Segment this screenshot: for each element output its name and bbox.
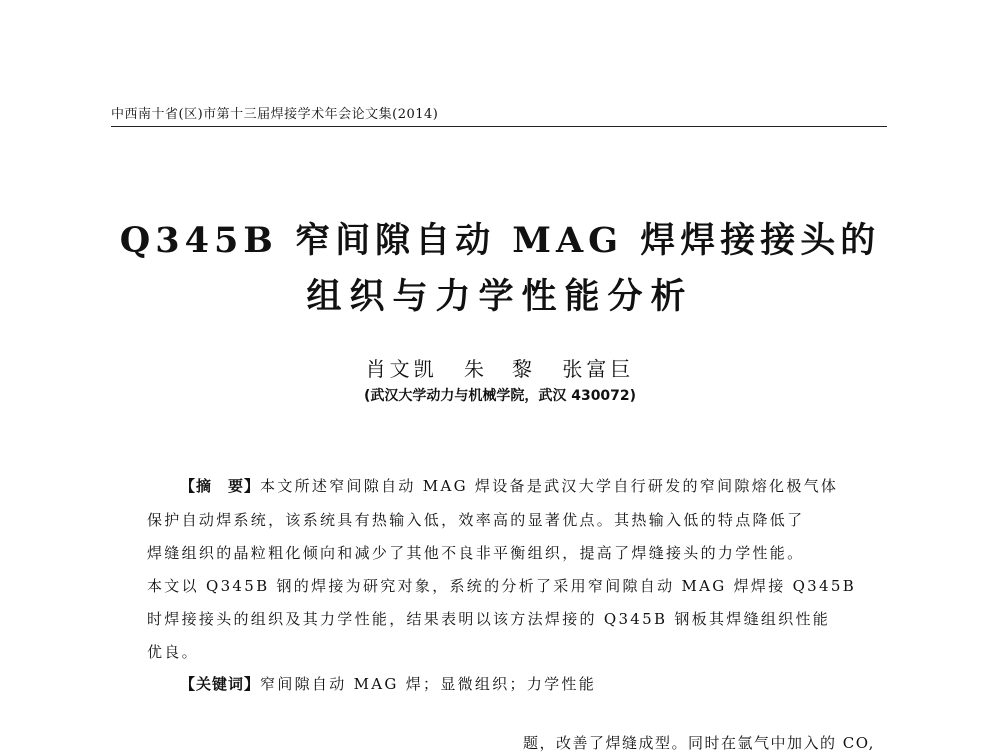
abstract-line: 本文以 Q345B 钢的焊接为研究对象，系统的分析了采用窄间隙自动 MAG 焊焊接 Q345B [147,577,857,595]
abstract-line: 优良。 [147,643,199,661]
next-column-fragment: 题，改善了焊缝成型。同时在氩气中加入的 CO, [523,734,875,752]
author-name: 肖文凯 [365,357,438,381]
author-name: 朱 黎 [464,357,536,381]
abstract-text: 本文所述窄间隙自动 MAG 焊设备是武汉大学自行研发的窄间隙熔化极气体 [260,477,839,495]
header-rule [111,126,887,127]
paper-title-line-1: Q345B 窄间隙自动 MAG 焊焊接接头的 [119,220,881,261]
keywords-text: 窄间隙自动 MAG 焊；显微组织；力学性能 [260,675,597,693]
abstract-line: 时焊接接头的组织及其力学性能，结果表明以该方法焊接的 Q345B 钢板其焊缝组织性能 [147,610,831,628]
abstract-line: 焊缝组织的晶粒粗化倾向和减少了其他不良非平衡组织，提高了焊缝接头的力学性能。 [147,544,805,562]
author-name: 张富巨 [562,357,635,381]
author-list [0,353,1000,382]
running-header: 中西南十省(区)市第十三届焊接学术年会论文集(2014) [111,107,439,122]
abstract-label: 【摘 要】 [180,477,261,495]
abstract-line [180,475,838,496]
abstract-line: 保护自动焊系统，该系统具有热输入低，效率高的显著优点。其热输入低的特点降低了 [147,511,805,529]
paper-title-line-2: 组织与力学性能分析 [306,276,694,317]
keywords-label: 【关键词】 [180,675,261,693]
keywords-line [180,673,596,694]
affiliation: (武汉大学动力与机械学院，武汉 430072) [363,388,637,404]
